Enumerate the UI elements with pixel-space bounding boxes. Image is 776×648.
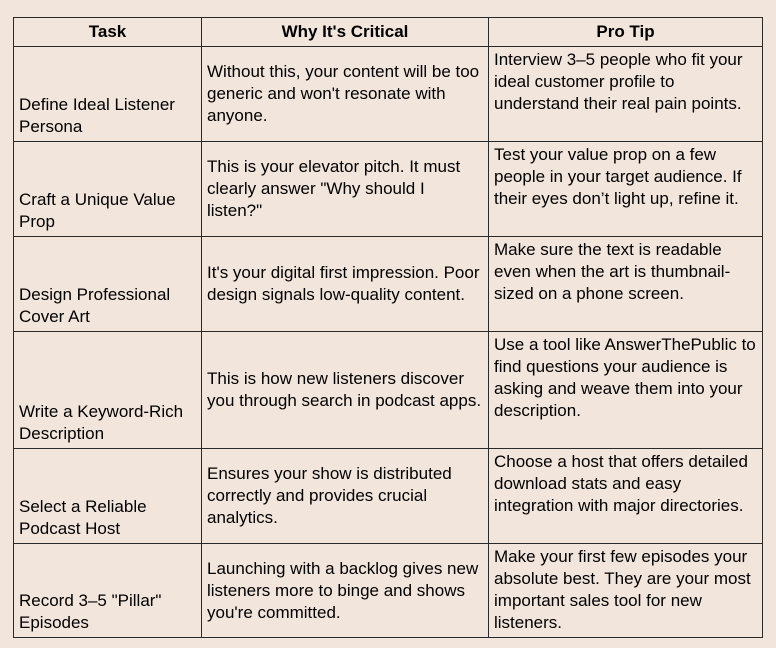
task-cell: Craft a Unique Value Prop	[14, 142, 202, 237]
table-row	[14, 449, 763, 544]
task-cell: Write a Keyword-Rich Description	[14, 332, 202, 449]
header-tip: Pro Tip	[489, 18, 763, 47]
why-cell: Without this, your content will be too generic and won't resonate with anyone.	[202, 47, 489, 142]
tip-cell: Make your first few episodes your absolute best. They are your most important sales tool for new listeners.	[489, 544, 763, 638]
table-row	[14, 142, 763, 237]
tip-cell: Choose a host that offers detailed download stats and easy integration with major directories.	[489, 449, 763, 544]
table-row	[14, 237, 763, 332]
tip-cell: Test your value prop on a few people in your target audience. If their eyes don’t light up, refine it.	[489, 142, 763, 237]
header-task: Task	[14, 18, 202, 47]
why-cell: This is your elevator pitch. It must clearly answer "Why should I listen?"	[202, 142, 489, 237]
why-cell: Ensures your show is distributed correctly and provides crucial analytics.	[202, 449, 489, 544]
task-cell: Design Professional Cover Art	[14, 237, 202, 332]
why-cell: It's your digital first impression. Poor design signals low-quality content.	[202, 237, 489, 332]
tip-cell: Make sure the text is readable even when the art is thumbnail-sized on a phone screen.	[489, 237, 763, 332]
task-cell: Select a Reliable Podcast Host	[14, 449, 202, 544]
table-row	[14, 544, 763, 638]
header-row	[14, 18, 763, 47]
why-cell: This is how new listeners discover you through search in podcast apps.	[202, 332, 489, 449]
launch-checklist-table	[13, 17, 763, 638]
table-row	[14, 332, 763, 449]
task-cell: Record 3–5 "Pillar" Episodes	[14, 544, 202, 638]
why-cell: Launching with a backlog gives new listeners more to binge and shows you're committed.	[202, 544, 489, 638]
tip-cell: Use a tool like AnswerThePublic to find questions your audience is asking and weave them into your description.	[489, 332, 763, 449]
table-row	[14, 47, 763, 142]
task-cell: Define Ideal Listener Persona	[14, 47, 202, 142]
tip-cell: Interview 3–5 people who fit your ideal customer profile to understand their real pain points.	[489, 47, 763, 142]
header-why: Why It's Critical	[202, 18, 489, 47]
